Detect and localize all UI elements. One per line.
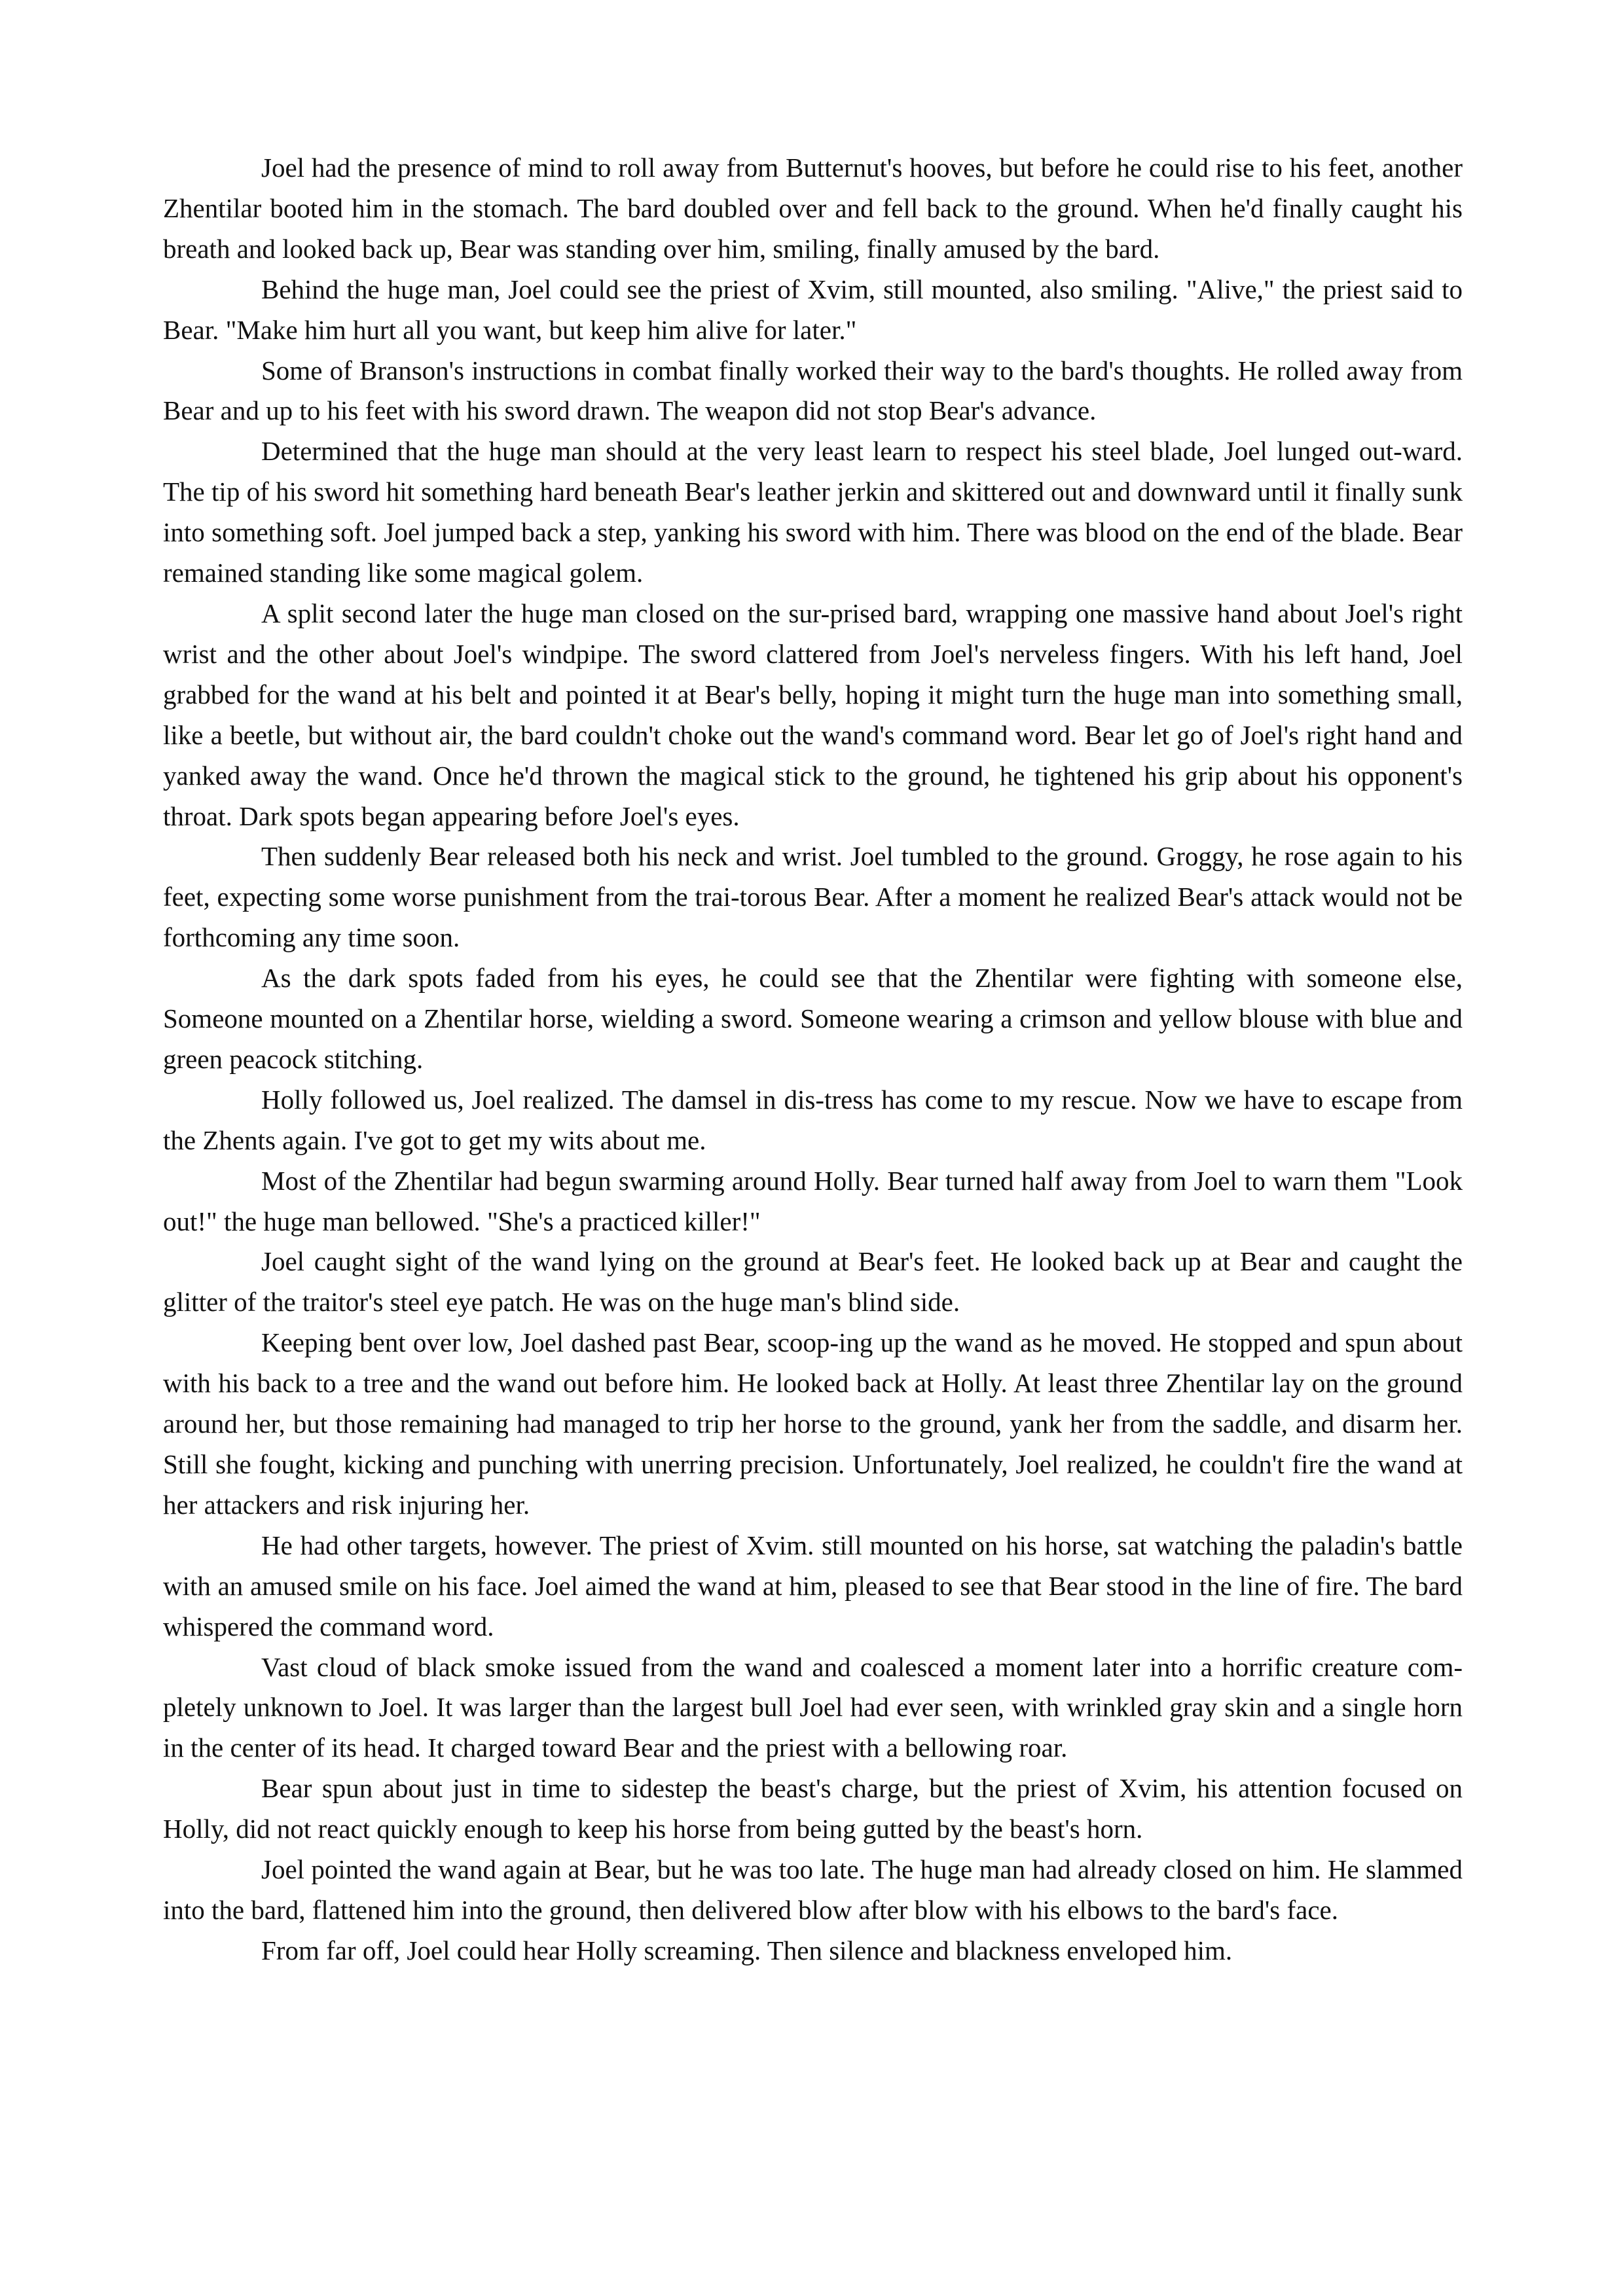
paragraph: Joel had the presence of mind to roll away from Butternut's hooves, but before he could rise to his feet, another Zhentilar booted him in the stomach. The bard doubled over and fell back to the ground. When he'd finally caught his breath and looked back up, Bear was standing over him, smiling, finally amused by the bard. xyxy=(163,152,1463,264)
document-body xyxy=(163,148,1463,1971)
paragraph: Vast cloud of black smoke issued from the wand and coalesced a moment later into a horrific creature com-pletely unknown to Joel. It was larger than the largest bull Joel had ever seen, with wrinkled gray skin and a single horn in the center of its head. It charged toward Bear and the priest with a bellowing roar. xyxy=(163,1651,1463,1763)
paragraph: As the dark spots faded from his eyes, he could see that the Zhentilar were fighting with someone else, Someone mounted on a Zhentilar horse, wielding a sword. Someone wearing a crimson and yellow blouse with blue and green peacock stitching. xyxy=(163,963,1463,1074)
paragraph: Some of Branson's instructions in combat finally worked their way to the bard's thoughts. He rolled away from Bear and up to his feet with his sword drawn. The weapon did not stop Bear's advance. xyxy=(163,355,1463,426)
paragraph: He had other targets, however. The priest of Xvim. still mounted on his horse, sat watching the paladin's battle with an amused smile on his face. Joel aimed the wand at him, pleased to see that Bear stood in the line of fire. The bard whispered the command word. xyxy=(163,1530,1463,1641)
paragraph: Holly followed us, Joel realized. The damsel in dis-tress has come to my rescue. Now we have to escape from the Zhents again. I've got to get my wits about me. xyxy=(163,1084,1463,1155)
paragraph: Joel caught sight of the wand lying on the ground at Bear's feet. He looked back up at Bear and caught the glitter of the traitor's steel eye patch. He was on the huge man's blind side. xyxy=(163,1246,1463,1318)
paragraph: Determined that the huge man should at the very least learn to respect his steel blade, Joel lunged out-ward. The tip of his sword hit something hard beneath Bear's leather jerkin and skittered out and downward until it finally sunk into something soft. Joel jumped back a step, yanking his sword with him. There was blood on the end of the blade. Bear remained standing like some magical golem. xyxy=(163,436,1463,588)
paragraph: Then suddenly Bear released both his neck and wrist. Joel tumbled to the ground. Groggy, he rose again to his feet, expecting some worse punishment from the trai-torous Bear. After a moment he realized Bear's attack would not be forthcoming any time soon. xyxy=(163,841,1463,953)
paragraph: Behind the huge man, Joel could see the priest of Xvim, still mounted, also smiling. "Alive," the priest said to Bear. "Make him hurt all you want, but keep him alive for later." xyxy=(163,274,1463,345)
paragraph: Bear spun about just in time to sidestep the beast's charge, but the priest of Xvim, his attention focused on Holly, did not react quickly enough to keep his horse from being gutted by the beast's horn. xyxy=(163,1773,1463,1844)
paragraph: Most of the Zhentilar had begun swarming around Holly. Bear turned half away from Joel to warn them "Look out!" the huge man bellowed. "She's a practiced killer!" xyxy=(163,1165,1463,1236)
paragraph: Keeping bent over low, Joel dashed past Bear, scoop-ing up the wand as he moved. He stopped and spun about with his back to a tree and the wand out before him. He looked back at Holly. At least three Zhentilar lay on the ground around her, but those remaining had managed to trip her horse to the ground, yank her from the saddle, and disarm her. Still she fought, kicking and punching with unerring precision. Unfortunately, Joel realized, he couldn't fire the wand at her attackers and risk injuring her. xyxy=(163,1327,1463,1520)
paragraph: A split second later the huge man closed on the sur-prised bard, wrapping one massive hand about Joel's right wrist and the other about Joel's windpipe. The sword clattered from Joel's nerveless fingers. With his left hand, Joel grabbed for the wand at his belt and pointed it at Bear's belly, hoping it might turn the huge man into something small, like a beetle, but without air, the bard couldn't choke out the wand's command word. Bear let go of Joel's right hand and yanked away the wand. Once he'd thrown the magical stick to the ground, he tightened his grip about his opponent's throat. Dark spots began appearing before Joel's eyes. xyxy=(163,598,1463,831)
paragraph: From far off, Joel could hear Holly screaming. Then silence and blackness enveloped him. xyxy=(261,1935,1233,1965)
paragraph: Joel pointed the wand again at Bear, but he was too late. The huge man had already closed on him. He slammed into the bard, flattened him into the ground, then delivered blow after blow with his elbows to the bard's face. xyxy=(163,1854,1463,1925)
